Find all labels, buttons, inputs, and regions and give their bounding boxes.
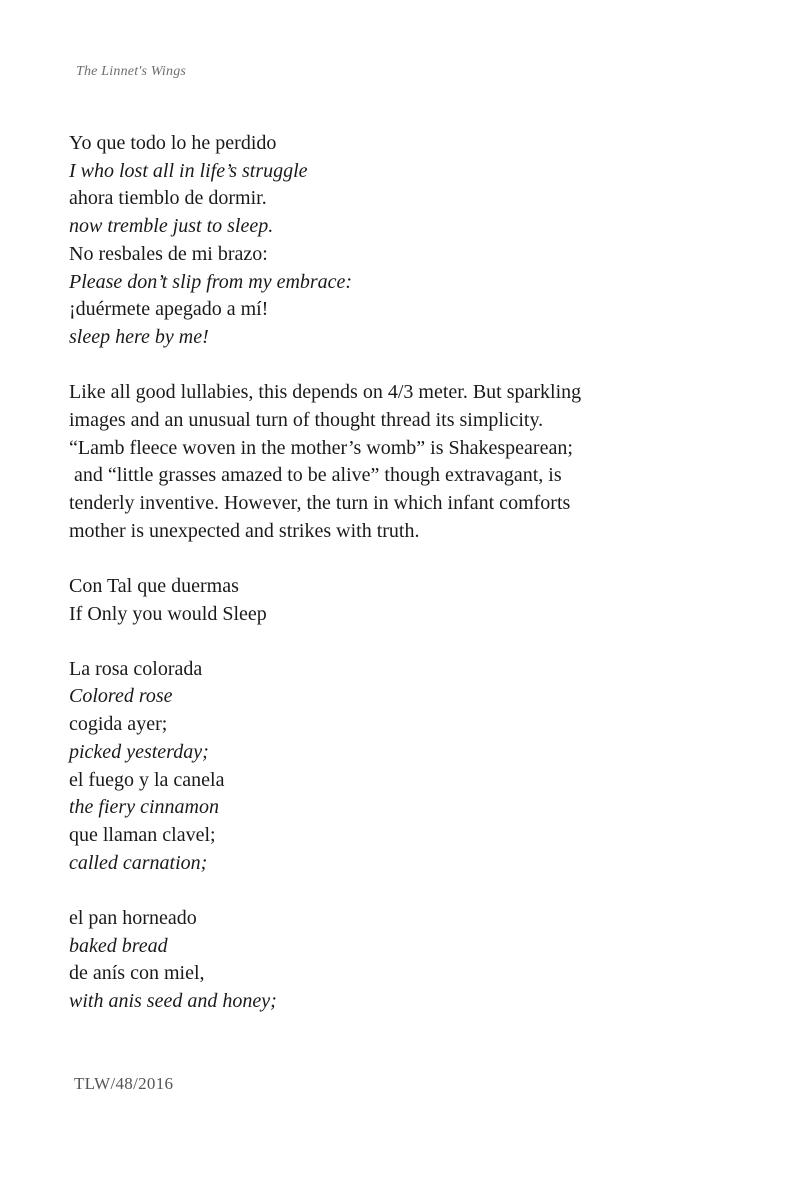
poem-line-english: now tremble just to sleep. [69, 215, 274, 238]
commentary-line: mother is unexpected and strikes with truth. [69, 519, 420, 542]
poem-line-spanish: La rosa colorada [69, 657, 203, 680]
commentary-line: Like all good lullabies, this depends on 4/3 meter. But sparkling [69, 381, 582, 404]
page-body [69, 130, 709, 1016]
poem-line-spanish: ahora tiemblo de dormir. [69, 187, 267, 210]
poem-title-english: If Only you would Sleep [69, 602, 267, 625]
poem-line-spanish: que llaman clavel; [69, 823, 216, 846]
poem-line-spanish: cogida ayer; [69, 713, 168, 736]
poem-line-spanish: ¡duérmete apegado a mí! [69, 298, 269, 321]
commentary-paragraph [69, 379, 709, 545]
poem-line-spanish: Yo que todo lo he perdido [69, 132, 277, 154]
commentary-line: “Lamb fleece woven in the mother’s womb” is Shakespearean; [69, 436, 573, 459]
poem-line-spanish: No resbales de mi brazo: [69, 242, 268, 265]
poem-line-english: Please don’t slip from my embrace: [69, 270, 353, 293]
poem-line-english: called carnation; [69, 851, 208, 874]
poem-stanza-1 [69, 656, 709, 878]
poem-line-spanish: de anís con miel, [69, 962, 205, 985]
poem-line-english: sleep here by me! [69, 325, 209, 348]
poem-line-english: baked bread [69, 934, 168, 957]
poem-line-english: picked yesterday; [69, 740, 209, 763]
page-folio: TLW/48/2016 [74, 1074, 174, 1093]
poem-stanza-2 [69, 905, 709, 1016]
running-head-title: The Linnet's Wings [76, 64, 187, 79]
poem-line-english: the fiery cinnamon [69, 796, 219, 819]
commentary-line: and “little grasses amazed to be alive” though extravagant, is [69, 464, 562, 487]
poem-line-english: with anis seed and honey; [69, 989, 277, 1012]
poem-line-spanish: el fuego y la canela [69, 768, 225, 791]
poem-line-english: Colored rose [69, 685, 173, 708]
commentary-line: images and an unusual turn of thought thread its simplicity. [69, 408, 544, 431]
commentary-line: tenderly inventive. However, the turn in which infant comforts [69, 491, 571, 514]
poem-line-spanish: el pan horneado [69, 906, 197, 929]
poem-excerpt [69, 130, 709, 352]
poem-title [69, 573, 709, 628]
poem-title-spanish: Con Tal que duermas [69, 574, 239, 597]
poem-line-english: I who lost all in life’s struggle [69, 159, 308, 182]
